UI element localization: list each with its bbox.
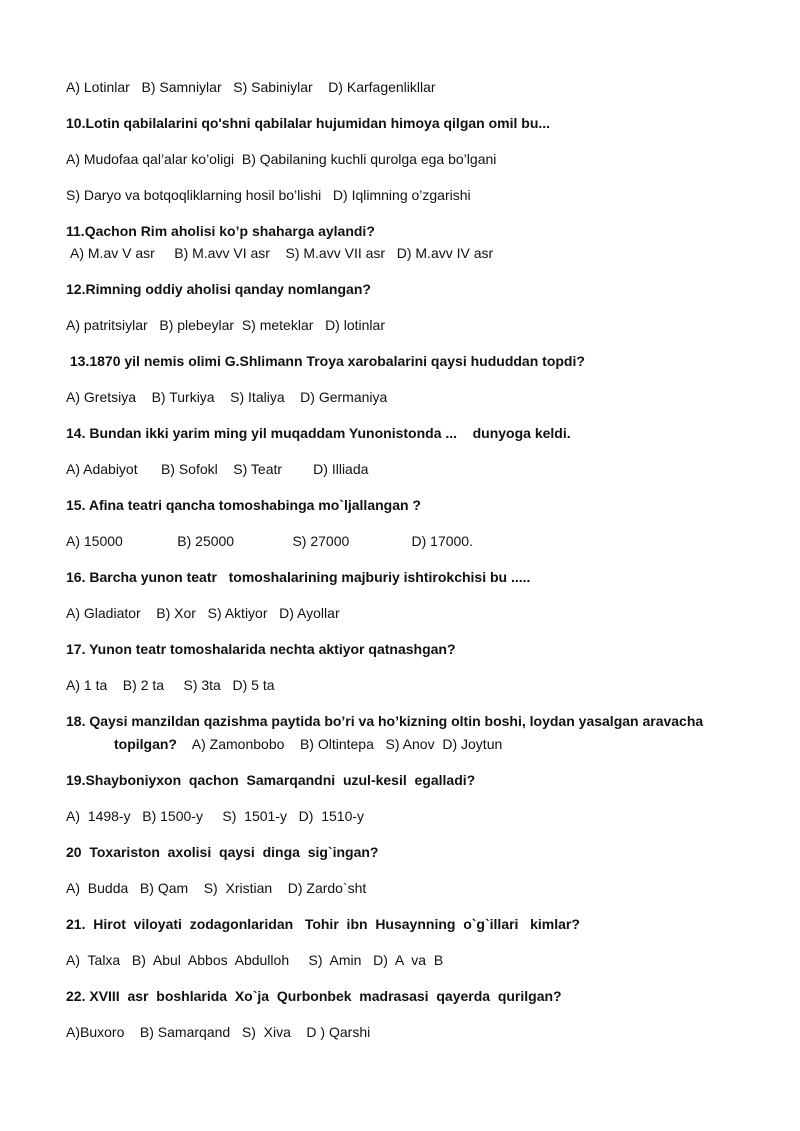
answer-line-q19: A) 1498-y B) 1500-y S) 1501-y D) 1510-y	[66, 808, 365, 824]
question-18-tail: topilgan?	[114, 736, 177, 752]
question-13: 13.1870 yil nemis olimi G.Shlimann Troya xarobalarini qaysi hududdan topdi?	[66, 353, 585, 369]
answer-line-q14: A) Adabiyot B) Sofokl S) Teatr D) Illiada	[66, 461, 369, 477]
question-11: 11.Qachon Rim aholisi ko’p shaharga aylandi?	[66, 223, 375, 239]
answer-line-q20: A) Budda B) Qam S) Xristian D) Zardo`sht	[66, 880, 367, 896]
question-19: 19.Shayboniyxon qachon Samarqandni uzul-kesil egalladi?	[66, 772, 476, 788]
question-16: 16. Barcha yunon teatr tomoshalarining majburiy ishtirokchisi bu .....	[66, 569, 531, 585]
question-12: 12.Rimning oddiy aholisi qanday nomlangan?	[66, 281, 371, 297]
answer-line-q9: A) Lotinlar B) Samniylar S) Sabiniylar D) Karfagenlikllar	[66, 79, 436, 95]
answer-line-q16: A) Gladiator B) Xor S) Aktiyor D) Ayollar	[66, 605, 340, 621]
question-21: 21. Hirot viloyati zodagonlaridan Tohir ibn Husaynning o`g`illari kimlar?	[66, 916, 580, 932]
answer-line-q17: A) 1 ta B) 2 ta S) 3ta D) 5 ta	[66, 677, 275, 693]
answer-line-q13: A) Gretsiya B) Turkiya S) Italiya D) Germaniya	[66, 389, 388, 405]
answer-line-q10-b: S) Daryo va botqoqliklarning hosil bo’lishi D) Iqlimning o’zgarishi	[66, 187, 471, 203]
question-15: 15. Afina teatri qancha tomoshabinga mo`ljallangan ?	[66, 497, 421, 513]
answer-line-q22: A)Buxoro B) Samarqand S) Xiva D ) Qarshi	[66, 1024, 371, 1040]
answer-line-q21: A) Talxa B) Abul Abbos Abdulloh S) Amin D) A va B	[66, 952, 444, 968]
answer-line-q10-a: A) Mudofaa qal’alar ko’oligi B) Qabilaning kuchli qurolga ega bo’lgani	[66, 151, 497, 167]
question-20: 20 Toxariston axolisi qaysi dinga sig`ingan?	[66, 844, 379, 860]
question-10: 10.Lotin qabilalarini qo'shni qabilalar hujumidan himoya qilgan omil bu...	[66, 115, 551, 131]
question-18: 18. Qaysi manzildan qazishma paytida bo’ri va ho’kizning oltin boshi, loydan yasalgan aravacha	[66, 713, 704, 729]
answer-line-q11: A) M.av V asr B) M.avv VI asr S) M.avv VII asr D) M.avv IV asr	[70, 245, 494, 261]
answer-line-q18: A) Zamonbobo B) Oltintepa S) Anov D) Joytun	[177, 736, 503, 752]
answer-line-q15: A) 15000 B) 25000 S) 27000 D) 17000.	[66, 533, 473, 549]
question-18-continuation	[114, 735, 502, 753]
answer-line-q12: A) patritsiylar B) plebeylar S) meteklar D) lotinlar	[66, 317, 385, 333]
question-14: 14. Bundan ikki yarim ming yil muqaddam Yunonistonda ... dunyoga keldi.	[66, 425, 571, 441]
question-17: 17. Yunon teatr tomoshalarida nechta aktiyor qatnashgan?	[66, 641, 456, 657]
question-22: 22. XVIII asr boshlarida Xo`ja Qurbonbek madrasasi qayerda qurilgan?	[66, 988, 562, 1004]
